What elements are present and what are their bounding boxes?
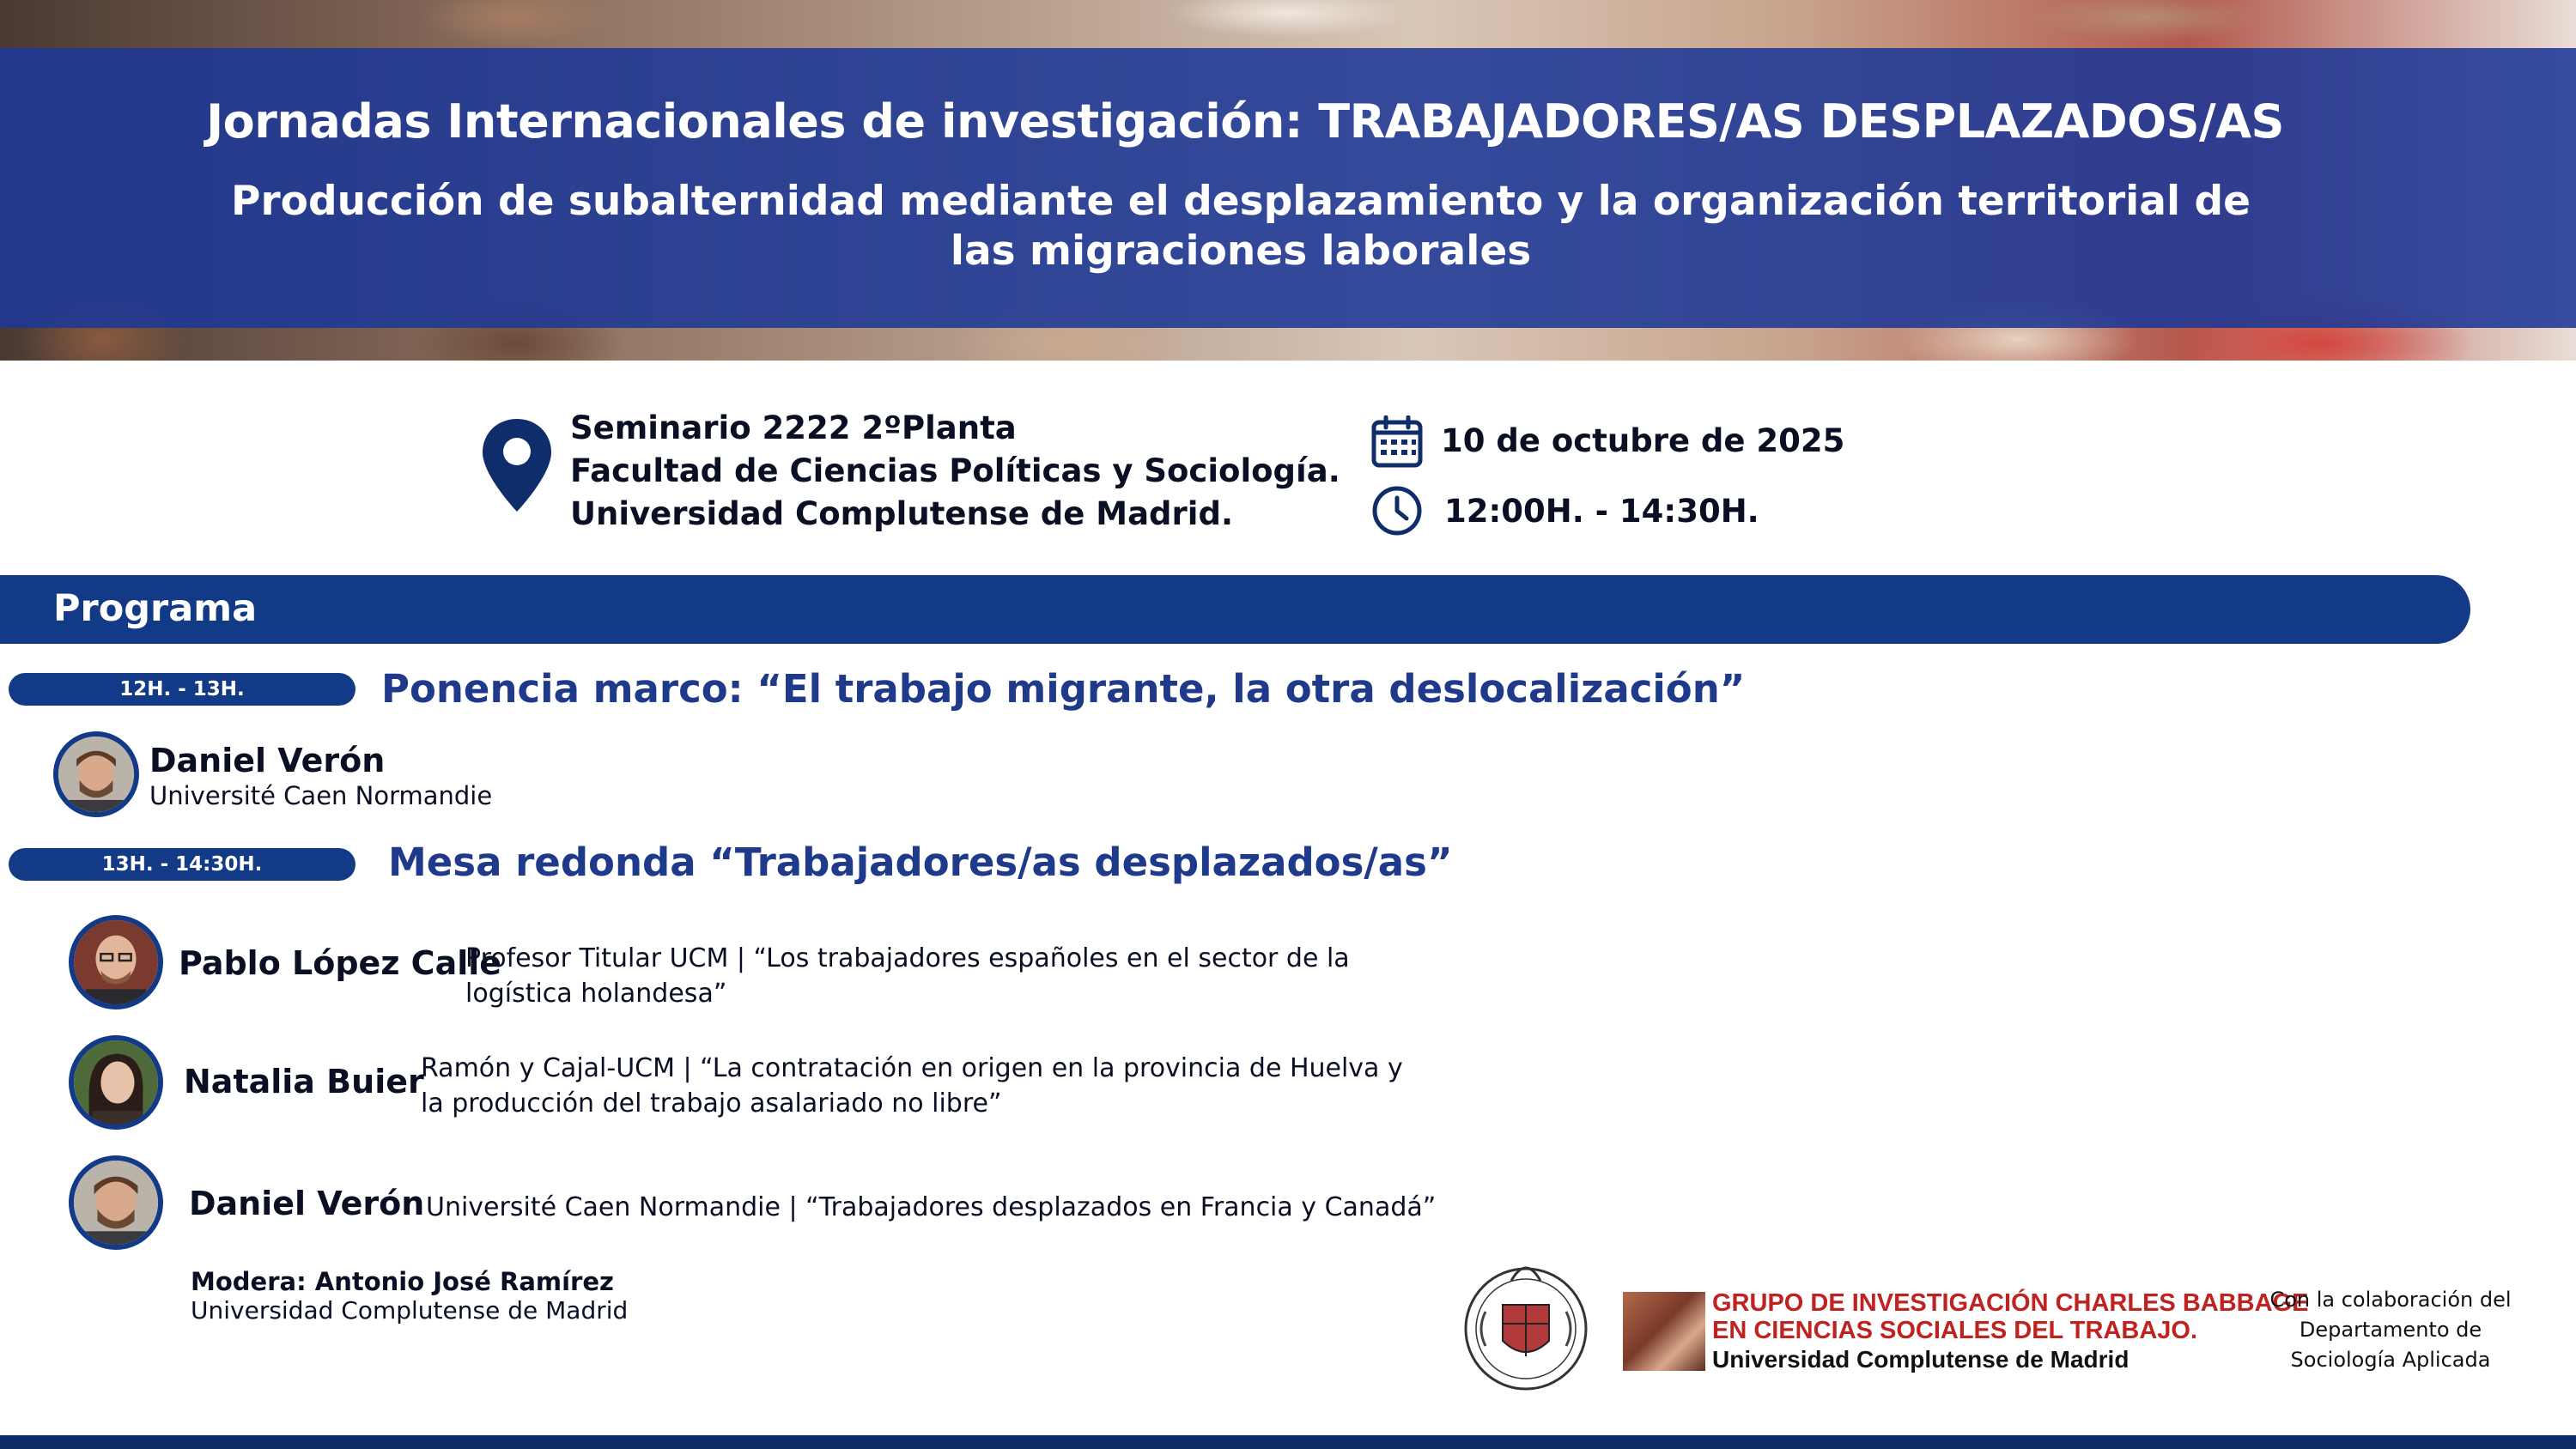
speaker-avatar	[69, 1155, 163, 1250]
event-subtitle	[215, 177, 2267, 276]
person-icon	[58, 737, 134, 812]
subtitle-line: Producción de subalternidad mediante el desplazamiento y la organización territorial de	[231, 178, 2251, 225]
venue-line: Seminario 2222 2ºPlanta	[570, 409, 1017, 446]
collaboration-note	[2257, 1285, 2524, 1375]
talk-description	[421, 1051, 1403, 1121]
speaker-name: Daniel Verón	[149, 742, 386, 779]
collab-line: Departamento de	[2299, 1318, 2482, 1342]
clock-icon	[1370, 484, 1424, 537]
research-group-name: EN CIENCIAS SOCIALES DEL TRABAJO.	[1712, 1317, 2198, 1344]
speaker-name: Natalia Buier	[184, 1063, 424, 1100]
person-icon	[74, 1161, 158, 1245]
talk-line: Ramón y Cajal-UCM | “La contratación en origen en la provincia de Huelva y	[421, 1053, 1403, 1083]
collab-line: Sociología Aplicada	[2290, 1348, 2491, 1372]
venue-line: Universidad Complutense de Madrid.	[570, 495, 1234, 532]
speaker-affiliation: Université Caen Normandie	[149, 781, 493, 810]
event-title: Jornadas Internacionales de investigación: TRABAJADORES/AS DESPLAZADOS/AS	[206, 94, 2284, 149]
venue-line: Facultad de Ciencias Políticas y Sociología.	[570, 452, 1340, 489]
subtitle-line: las migraciones laborales	[950, 227, 1532, 275]
speaker-name: Daniel Verón	[189, 1185, 425, 1222]
talk-line: logística holandesa”	[465, 979, 727, 1009]
talk-line: Université Caen Normandie | “Trabajadores desplazados en Francia y Canadá”	[426, 1192, 1437, 1222]
venue-address	[570, 407, 1340, 536]
research-group-university: Universidad Complutense de Madrid	[1712, 1346, 2129, 1373]
talk-line: Profesor Titular UCM | “Los trabajadores españoles en el sector de la	[465, 943, 1350, 973]
person-icon	[74, 1040, 158, 1125]
hero-banner	[0, 0, 2576, 361]
event-date: 10 de octubre de 2025	[1441, 422, 1845, 459]
collab-line: Con la colaboración del	[2269, 1288, 2512, 1312]
session-time-badge: 12H. - 13H.	[9, 673, 355, 706]
moderator-name: Modera: Antonio José Ramírez	[191, 1267, 614, 1296]
research-group-name: GRUPO DE INVESTIGACIÓN CHARLES BABBAGE	[1712, 1289, 2309, 1317]
location-pin-icon	[481, 417, 553, 513]
speaker-avatar	[53, 731, 139, 817]
footer-strip	[0, 1435, 2576, 1449]
programa-label: Programa	[53, 587, 258, 630]
person-icon	[74, 920, 158, 1004]
calendar-icon	[1370, 415, 1424, 469]
session-time-badge: 13H. - 14:30H.	[9, 848, 355, 881]
programa-banner	[0, 575, 2470, 644]
moderator-affiliation: Universidad Complutense de Madrid	[191, 1296, 629, 1325]
charles-babbage-portrait-icon	[1623, 1292, 1705, 1371]
ucm-seal-logo	[1460, 1252, 1592, 1397]
talk-line: la producción del trabajo asalariado no libre”	[421, 1088, 1002, 1119]
speaker-avatar	[69, 1035, 163, 1130]
speaker-name: Pablo López Calle	[179, 944, 502, 982]
session-title: Ponencia marco: “El trabajo migrante, la otra deslocalización”	[381, 666, 1746, 712]
event-time: 12:00H. - 14:30H.	[1444, 493, 1759, 530]
talk-description	[465, 941, 1350, 1011]
session-title: Mesa redonda “Trabajadores/as desplazados/as”	[388, 840, 1453, 885]
talk-description	[426, 1190, 1436, 1225]
speaker-avatar	[69, 915, 163, 1009]
